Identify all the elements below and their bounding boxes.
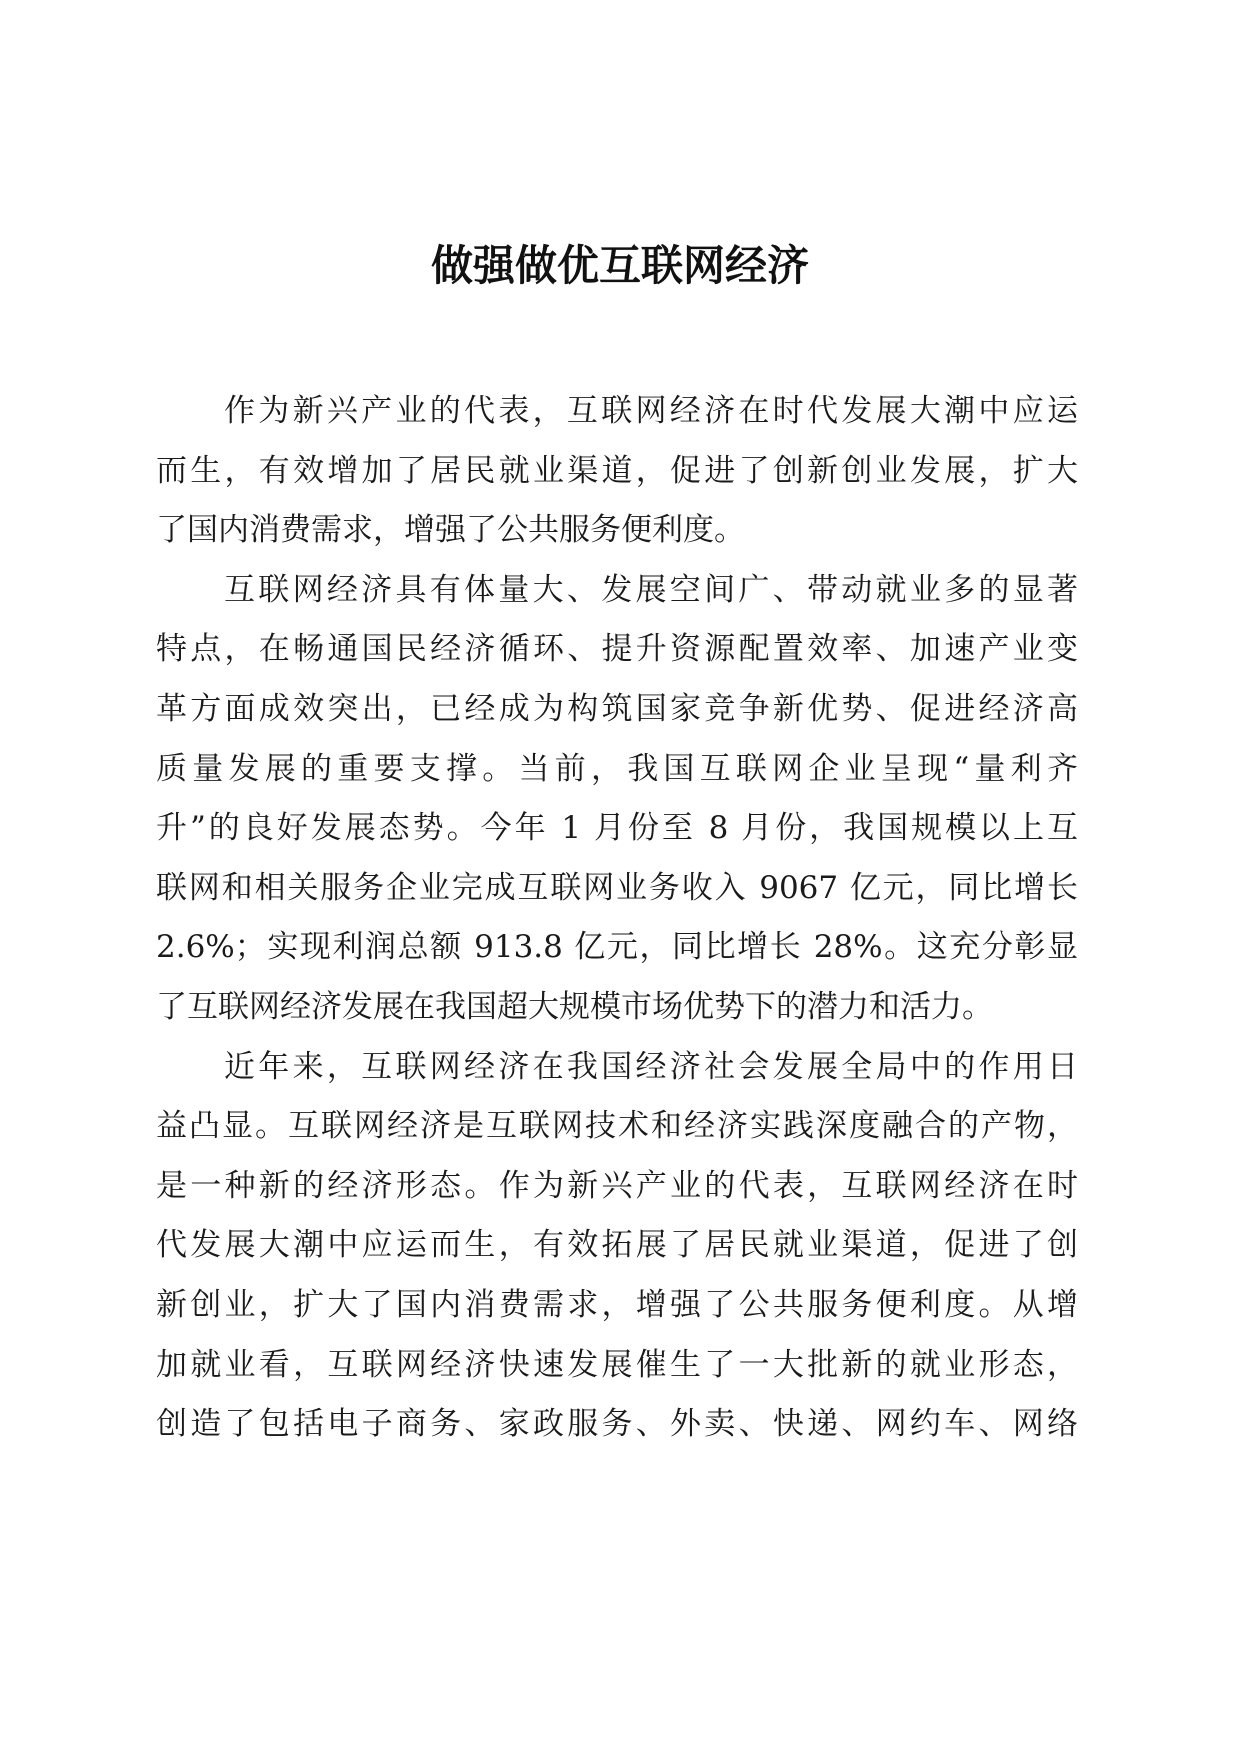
- paragraph-line: 是一种新的经济形态。作为新兴产业的代表，互联网经济在时: [156, 1167, 1078, 1204]
- paragraph-3: [156, 1038, 1078, 1455]
- paragraph-2: [156, 561, 1078, 1038]
- paragraph-line: 升”的良好发展态势。今年 1 月份至 8 月份，我国规模以上互: [156, 810, 1078, 847]
- paragraph-line: 作为新兴产业的代表，互联网经济在时代发展大潮中应运: [224, 393, 1078, 429]
- paragraph-line: 了国内消费需求，增强了公共服务便利度。: [156, 512, 745, 549]
- paragraph-line: 益凸显。互联网经济是互联网技术和经济实践深度融合的产物，: [156, 1108, 1078, 1145]
- paragraph-line: 2.6%；实现利润总额 913.8 亿元，同比增长 28%。这充分彰显: [156, 929, 1078, 966]
- paragraph-line: 互联网经济具有体量大、发展空间广、带动就业多的显著: [224, 571, 1078, 608]
- paragraph-line: 特点，在畅通国民经济循环、提升资源配置效率、加速产业变: [156, 631, 1078, 668]
- document-body: [156, 382, 1078, 1455]
- paragraph-line: 革方面成效突出，已经成为构筑国家竞争新优势、促进经济高: [156, 690, 1078, 727]
- paragraph-line: 加就业看，互联网经济快速发展催生了一大批新的就业形态，: [156, 1346, 1078, 1383]
- paragraph-line: 了互联网经济发展在我国超大规模市场优势下的潜力和活力。: [156, 988, 993, 1025]
- paragraph-1: [156, 382, 1078, 561]
- paragraph-line: 近年来，互联网经济在我国经济社会发展全局中的作用日: [224, 1048, 1078, 1085]
- paragraph-line: 新创业，扩大了国内消费需求，增强了公共服务便利度。从增: [156, 1286, 1078, 1323]
- document-title: 做强做优互联网经济: [430, 241, 809, 290]
- paragraph-line: 创造了包括电子商务、家政服务、外卖、快递、网约车、网络: [156, 1406, 1078, 1443]
- paragraph-line: 代发展大潮中应运而生，有效拓展了居民就业渠道，促进了创: [156, 1227, 1078, 1264]
- paragraph-line: 质量发展的重要支撑。当前，我国互联网企业呈现“量利齐: [156, 750, 1078, 787]
- paragraph-line: 而生，有效增加了居民就业渠道，促进了创新创业发展，扩大: [156, 452, 1078, 489]
- paragraph-line: 联网和相关服务企业完成互联网业务收入 9067 亿元，同比增长: [156, 869, 1078, 906]
